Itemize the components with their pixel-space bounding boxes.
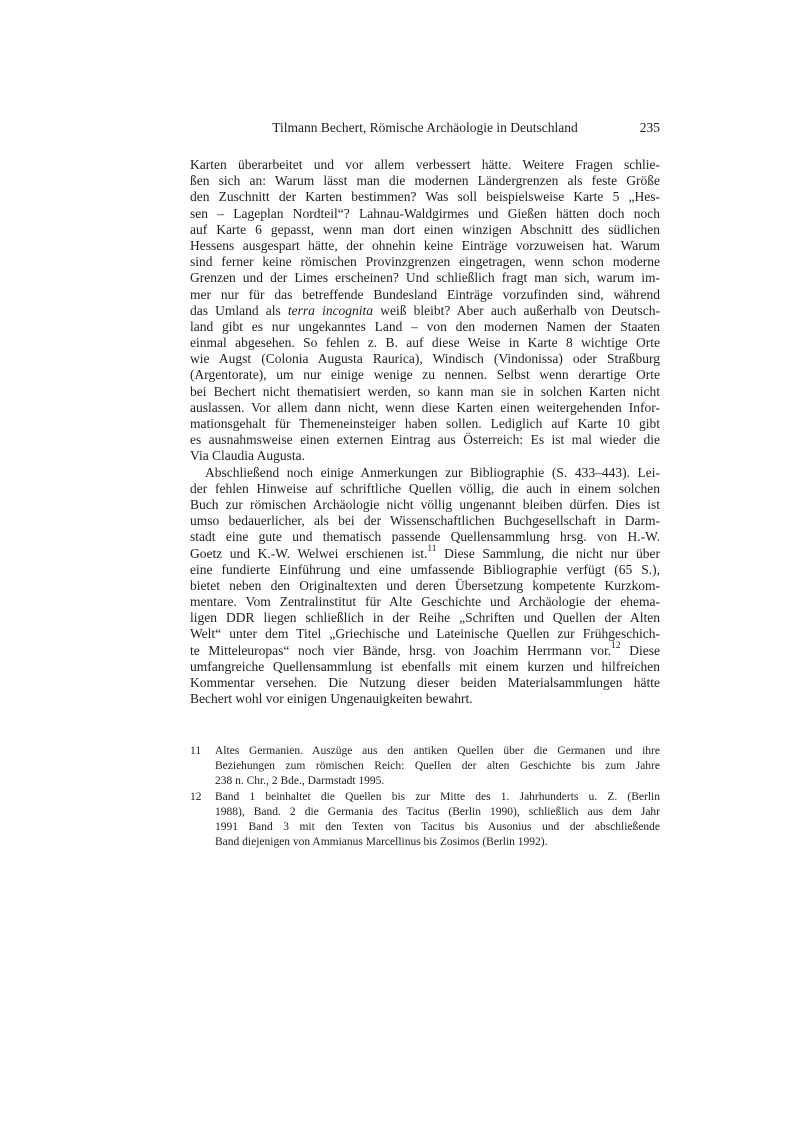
text-line: mentare. Vom Zentralinstitut für Alte Geschichte und Archäologie der ehema-	[190, 594, 660, 610]
header-title: Tilmann Bechert, Römische Archäologie in Deutschland	[272, 120, 578, 135]
footnote-item	[190, 790, 660, 849]
footnote-line: 1988), Band. 2 die Germania des Tacitus (Berlin 1990), schließlich aus dem Jahr	[215, 806, 660, 819]
text-line: bietet neben den Originaltexten und deren Übersetzung kompetente Kurzkom-	[190, 577, 660, 593]
body-text	[190, 157, 660, 707]
footnote-line: Band diejenigen von Ammianus Marcellinus bis Zosimos (Berlin 1992).	[215, 835, 548, 848]
text-line: Kommentar versehen. Die Nutzung dieser beiden Materialsammlungen hätte	[190, 675, 660, 690]
footnote-line: 1991 Band 3 mit den Texten von Tacitus bis Ausonius und der abschließende	[215, 820, 660, 833]
text-line: Bechert wohl vor einigen Ungenauigkeiten bewahrt.	[190, 691, 473, 707]
text-line: Karten überarbeitet und vor allem verbessert hätte. Weitere Fragen schlie-	[190, 157, 660, 172]
footnote-text	[215, 790, 660, 849]
footnotes-section	[190, 744, 660, 852]
text-line: einmal abgesehen. So fehlen z. B. auf diese Weise in Karte 8 wichtige Orte	[190, 335, 660, 351]
text-line: sind ferner keine römischen Provinzgrenzen eingetragen, wenn schon moderne	[190, 254, 660, 270]
footnote-line: Band 1 beinhaltet die Quellen bis zur Mitte des 1. Jahrhunderts u. Z. (Berlin	[215, 791, 660, 804]
text-line: Welt“ unter dem Titel „Griechische und Lateinische Quellen zur Frühgeschich-	[190, 626, 660, 642]
footnote-number: 11	[190, 745, 202, 757]
text-line: das Umland als terra incognita weiß bleibt? Aber auch außerhalb von Deutsch-	[190, 302, 660, 318]
footnote-line: 238 n. Chr., 2 Bde., Darmstadt 1995.	[215, 774, 385, 787]
text-line: (Argentorate), um nur einige wenige zu nennen. Selbst wenn derartige Orte	[190, 367, 660, 383]
text-line: ßen sich an: Warum lässt man die modernen Ländergrenzen als feste Größe	[190, 173, 660, 189]
text-line: sen – Lageplan Nordteil“? Lahnau-Waldgirmes und Gießen hätten doch noch	[190, 205, 660, 221]
text-line: den Zuschnitt der Karten bestimmen? Was soll beispielsweise Karte 5 „Hes-	[190, 189, 660, 205]
text-line: mationsgehalt für Themeneinsteiger haben sollen. Lediglich auf Karte 10 gibt	[190, 416, 660, 431]
text-line: land gibt es nur ungekanntes Land – von den modernen Namen der Staaten	[190, 318, 660, 334]
footnote-text	[215, 744, 660, 788]
page-number: 235	[639, 120, 660, 135]
text-line: der fehlen Hinweise auf schriftliche Quellen völlig, die auch in einem solchen	[190, 480, 660, 496]
text-line: umfangreiche Quellensammlung ist ebenfalls mit einem kurzen und hilfreichen	[190, 658, 660, 674]
text-line: eine fundierte Einführung und eine umfassende Bibliographie verfügt (65 S.),	[190, 561, 660, 577]
text-line: te Mitteleuropas“ noch vier Bände, hrsg. von Joachim Herrmann vor.$^{12}$ Diese	[190, 641, 660, 658]
text-line: Hessens ausgespart hätte, der ohnehin keine Einträge vorzuweisen hat. Warum	[190, 237, 660, 253]
text-line: mer nur für das betreffende Bundesland Einträge vorzufinden sind, während	[190, 286, 660, 302]
footnote-number: 12	[190, 791, 202, 804]
footnote-line: Altes Germanien. Auszüge aus den antiken Quellen über die Germanen und ihre	[215, 745, 660, 757]
footnote-line: Beziehungen zum römischen Reich: Quellen der alten Geschichte bis zum Jahre	[215, 759, 660, 772]
text-line: auf Karte 6 gepasst, wenn man dort einen winzigen Abschnitt des südlichen	[190, 221, 660, 237]
running-header	[190, 120, 660, 136]
text-line: auslassen. Vor allem dann nicht, wenn diese Karten einen weitergehenden Infor-	[190, 399, 660, 415]
text-line: es ausnahmsweise einen externen Eintrag aus Österreich: Es ist mal wieder die	[190, 432, 660, 448]
text-line: Abschließend noch einige Anmerkungen zur Bibliographie (S. 433–443). Lei-	[205, 464, 660, 480]
footnote-item	[190, 744, 660, 788]
text-line: Grenzen und der Limes erscheinen? Und schließlich fragt man sich, warum im-	[190, 270, 660, 286]
text-line: bei Bechert nicht thematisiert werden, so kann man sie in solchen Karten nicht	[190, 383, 660, 399]
text-line: stadt eine gute und thematisch passende Quellensammlung hrsg. von H.-W.	[190, 529, 660, 545]
text-line: wie Augst (Colonia Augusta Raurica), Windisch (Vindonissa) oder Straßburg	[190, 351, 660, 367]
text-line: umso bedauerlicher, als bei der Wissenschaftlichen Buchgesellschaft in Darm-	[190, 513, 660, 529]
text-line: ligen DDR liegen schließlich in der Reihe „Schriften und Quellen der Alten	[190, 610, 660, 626]
text-line: Goetz und K.-W. Welwei erschienen ist.$^{11}$ Diese Sammlung, die nicht nur über	[190, 544, 661, 561]
text-line: Buch zur römischen Archäologie nicht völlig ungenannt bleiben dürfen. Dies ist	[190, 496, 660, 512]
text-line: Via Claudia Augusta.	[190, 448, 306, 464]
